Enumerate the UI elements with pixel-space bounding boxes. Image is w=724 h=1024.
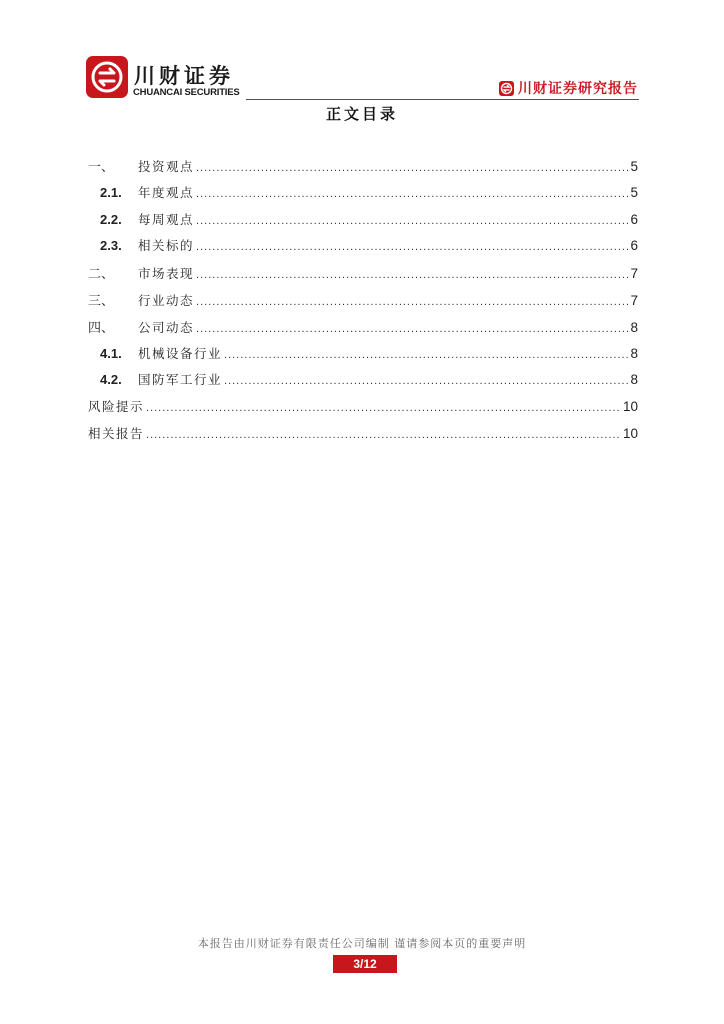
page-title: 正文目录 xyxy=(325,105,398,123)
logo-mark-icon xyxy=(86,56,128,98)
toc-entry-title: 每周观点 xyxy=(138,211,195,227)
toc-entry[interactable] xyxy=(88,156,638,183)
toc-entry-page: 7 xyxy=(630,292,638,308)
page-number-badge: 3/12 xyxy=(333,955,397,973)
toc-entry[interactable] xyxy=(88,183,638,210)
toc-dot-leader xyxy=(146,429,621,441)
toc-entry-page: 6 xyxy=(630,211,638,227)
toc-entry[interactable] xyxy=(88,263,638,290)
toc-entry-title: 市场表现 xyxy=(138,266,195,282)
toc-entry-number: 2.1. xyxy=(100,184,122,200)
toc-entry-page: 8 xyxy=(630,345,638,361)
toc-dot-leader xyxy=(196,241,628,253)
toc-entry-page: 5 xyxy=(630,159,638,174)
toc-entry-page: 10 xyxy=(622,399,638,415)
toc-entry-title: 公司动态 xyxy=(138,319,195,335)
toc-dot-leader xyxy=(196,296,628,308)
toc-entry[interactable] xyxy=(88,397,638,424)
toc-dot-leader xyxy=(146,402,621,414)
toc-dot-leader xyxy=(224,349,628,361)
toc-entry[interactable] xyxy=(88,290,638,317)
toc-entry-page: 10 xyxy=(622,425,638,441)
logo-english-name: CHUANCAI SECURITIES xyxy=(133,87,240,98)
toc-entry-number: 四、 xyxy=(88,319,115,335)
toc-dot-leader xyxy=(196,162,628,174)
toc-entry-title: 相关报告 xyxy=(88,425,145,441)
toc-entry[interactable] xyxy=(88,236,638,263)
toc-entry-title: 行业动态 xyxy=(138,292,195,308)
toc-entry-page: 8 xyxy=(630,319,638,335)
toc-entry[interactable] xyxy=(88,210,638,237)
table-of-contents xyxy=(88,156,638,451)
toc-entry[interactable] xyxy=(88,370,638,397)
toc-entry-title: 年度观点 xyxy=(138,184,195,200)
toc-entry-title: 投资观点 xyxy=(138,159,195,174)
report-label-text: 川财证券研究报告 xyxy=(518,81,638,97)
toc-entry-title: 机械设备行业 xyxy=(138,345,223,361)
report-label xyxy=(499,78,638,98)
toc-dot-leader xyxy=(196,269,628,281)
toc-entry-number: 二、 xyxy=(88,266,115,282)
header-divider xyxy=(246,99,639,100)
toc-dot-leader xyxy=(224,375,628,387)
toc-dot-leader xyxy=(196,215,628,227)
toc-entry-number: 4.1. xyxy=(100,345,122,361)
toc-entry-page: 7 xyxy=(630,266,638,282)
toc-entry-number: 一、 xyxy=(88,159,115,174)
toc-entry[interactable] xyxy=(88,424,638,451)
toc-entry-number: 4.2. xyxy=(100,372,122,388)
toc-entry-title: 风险提示 xyxy=(88,399,145,415)
toc-entry-page: 6 xyxy=(630,238,638,254)
toc-entry-number: 2.2. xyxy=(100,211,122,227)
toc-entry-title: 国防军工行业 xyxy=(138,372,223,388)
toc-entry-number: 2.3. xyxy=(100,238,122,254)
toc-entry-number: 三、 xyxy=(88,292,115,308)
toc-entry-page: 5 xyxy=(630,184,638,200)
toc-dot-leader xyxy=(196,188,628,200)
footer-disclaimer: 本报告由川财证券有限责任公司编制 谨请参阅本页的重要声明 xyxy=(197,937,527,950)
toc-entry-title: 相关标的 xyxy=(138,238,195,254)
logo-small-icon xyxy=(499,81,514,96)
company-logo xyxy=(86,56,246,100)
toc-entry[interactable] xyxy=(88,317,638,344)
toc-entry-page: 8 xyxy=(630,372,638,388)
toc-dot-leader xyxy=(196,323,628,335)
toc-entry[interactable] xyxy=(88,344,638,371)
logo-chinese-name: 川财证券 xyxy=(134,64,234,88)
